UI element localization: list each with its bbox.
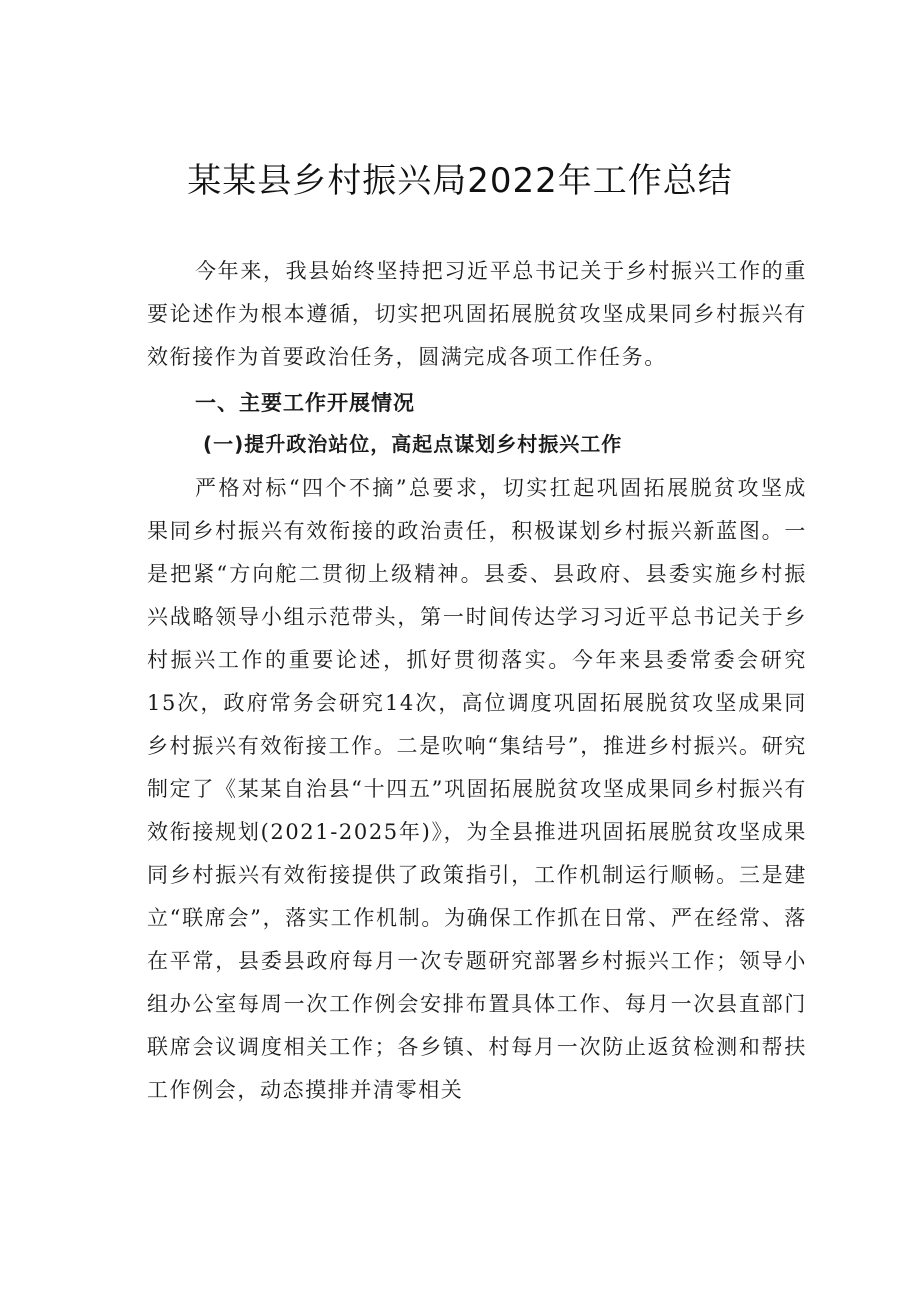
document-title: 某某县乡村振兴局2022年工作总结	[187, 161, 733, 201]
intro-paragraph: 今年来，我县始终坚持把习近平总书记关于乡村振兴工作的重要论述作为根本遵循，切实把巩固拓展脱贫攻坚成果同乡村振兴有效衔接作为首要政治任务，圆满完成各项工作任务。	[147, 259, 807, 369]
subsection-heading-1: (一)提升政治站位，高起点谋划乡村振兴工作	[203, 432, 623, 456]
body-paragraph-1: 严格对标“四个不摘”总要求，切实扛起巩固拓展脱贫攻坚成果同乡村振兴有效衔接的政治责任，积极谋划乡村振兴新蓝图。一是把紧“方向舵二贯彻上级精神。县委、县政府、县委实施乡村振兴战略领导小组示范带头，第一时间传达学习习近平总书记关于乡村振兴工作的重要论述，抓好贯彻落实。今年来县委常委会研究15次，政府常务会研究14次，高位调度巩固拓展脱贫攻坚成果同乡村振兴有效衔接工作。二是吹响“集结号”，推进乡村振兴。研究制定了《某某自治县“十四五”巩固拓展脱贫攻坚成果同乡村振兴有效衔接规划(2021-2025年)》，为全县推进巩固拓展脱贫攻坚成果同乡村振兴有效衔接提供了政策指引，工作机制运行顺畅。三是建立“联席会”，落实工作机制。为确保工作抓在日常、严在经常、落在平常，县委县政府每月一次专题研究部署乡村振兴工作；领导小组办公室每周一次工作例会安排布置具体工作、每月一次县直部门联席会议调度相关工作；各乡镇、村每月一次防止返贫检测和帮扶工作例会，动态摸排并清零相关	[147, 476, 807, 1102]
section-heading-1: 一、主要工作开展情况	[195, 391, 415, 415]
